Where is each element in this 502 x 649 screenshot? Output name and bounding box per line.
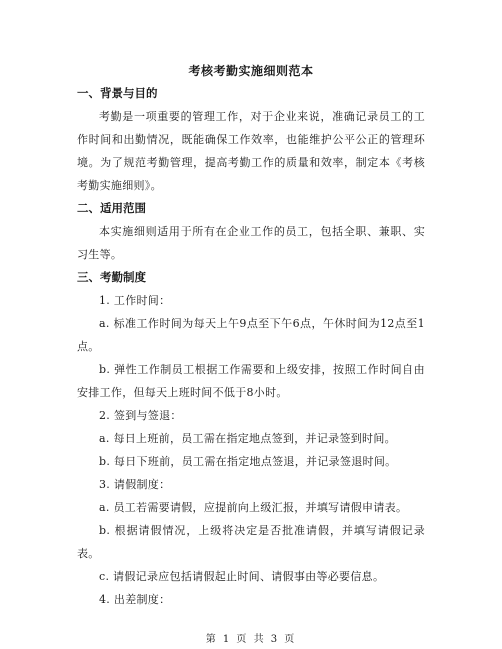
item-leave-request: a. 员工若需要请假，应提前向上级汇报，并填写请假申请表。 [99,501,408,514]
item-sign-in-out: 2. 签到与签退： [99,409,182,422]
item-sign-in: a. 每日上班前，员工需在指定地点签到，并记录签到时间。 [99,432,396,445]
document-body [77,82,425,611]
section-heading-scope: 二、适用范围 [77,201,146,215]
paragraph-scope: 本实施细则适用于所有在企业工作的员工，包括全职、兼职、实习生等。 [77,225,425,261]
section-heading-attendance: 三、考勤制度 [77,270,146,284]
item-flexible-hours: b. 弹性工作制员工根据工作需要和上级安排，按照工作时间自由安排工作，但每天上班时间不低于8小时。 [77,363,425,399]
section-heading-background: 一、背景与目的 [77,86,158,100]
page-footer: 第 1 页 共 3 页 [205,634,297,645]
paragraph-background: 考勤是一项重要的管理工作，对于企业来说，准确记录员工的工作时间和出勤情况，既能确保工作效率，也能维护公平公正的管理环境。为了规范考勤管理，提高考勤工作的质量和效率，制定本《考核考勤实施细则》。 [77,110,425,192]
item-leave-record: c. 请假记录应包括请假起止时间、请假事由等必要信息。 [99,570,385,583]
item-business-trip: 4. 出差制度： [99,593,171,606]
item-work-hours: 1. 工作时间： [99,294,171,307]
item-leave-policy: 3. 请假制度： [99,478,171,491]
item-sign-out: b. 每日下班前，员工需在指定地点签退，并记录签退时间。 [99,455,397,468]
item-leave-approval: b. 根据请假情况，上级将决定是否批准请假，并填写请假记录表。 [77,524,425,560]
item-standard-hours: a. 标准工作时间为每天上午9点至下午6点，午休时间为12点至1点。 [77,317,425,353]
document-title: 考核考勤实施细则范本 [188,64,314,78]
